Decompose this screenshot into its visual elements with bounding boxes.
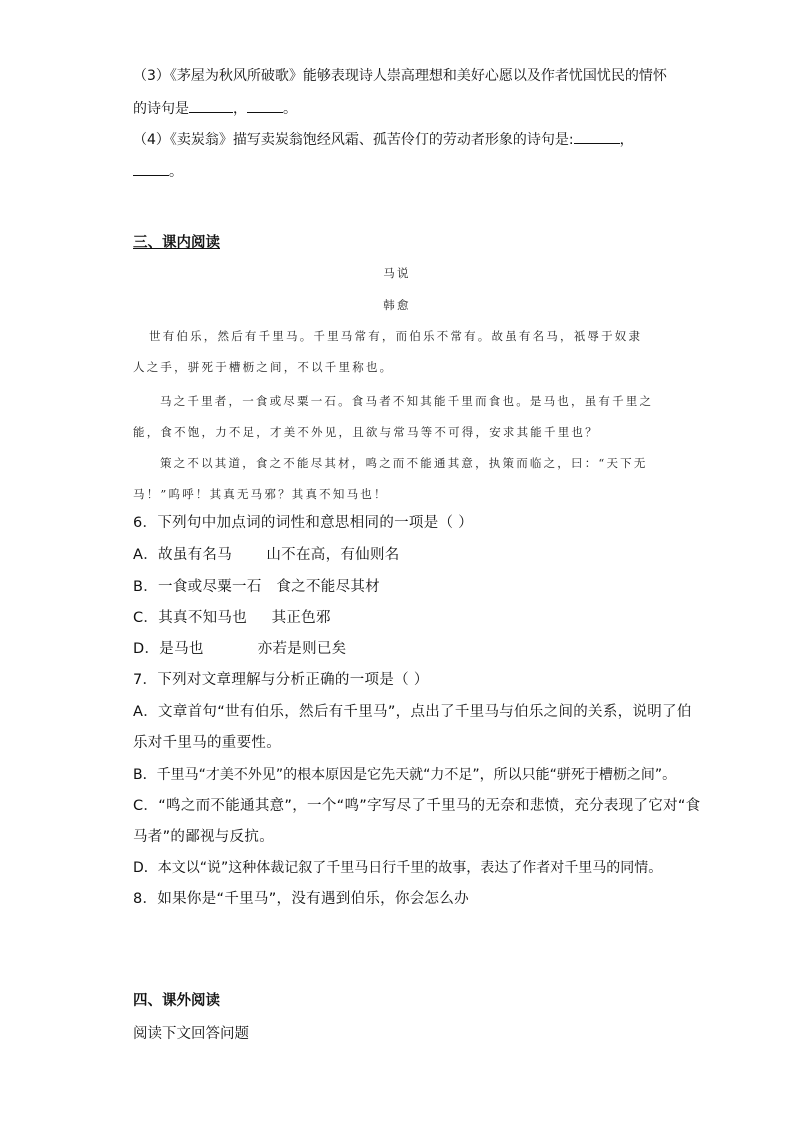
passage-author: 韩愈	[383, 298, 411, 312]
answer-blank[interactable]	[133, 161, 169, 176]
q7-option-a[interactable]: A．文章首句“世有伯乐，然后有千里马”，点出了千里马与伯乐之间的关系，说明了伯	[133, 704, 692, 720]
q8-stem: 8．如果你是“千里马”，没有遇到伯乐，你会怎么办	[133, 891, 469, 907]
answer-blank[interactable]	[574, 129, 620, 144]
passage-line: 马之千里者，一食或尽粟一石。食马者不知其能千里而食也。是马也，虽有千里之	[160, 394, 654, 408]
section-instruction: 阅读下文回答问题	[133, 1026, 249, 1042]
q5-item4-line1	[133, 129, 634, 150]
q6-stem: 6．下列句中加点词的词性和意思相同的一项是（ ）	[133, 515, 474, 531]
q7-option-a-cont: 乐对千里马的重要性。	[133, 735, 281, 751]
q7-option-c-cont: 马者”的鄙视与反抗。	[133, 829, 275, 845]
q6-option-c[interactable]: C．其真不知马也 其正色邪	[133, 610, 331, 626]
q5-item3-text: （3）《茅屋为秋风所破歌》能够表现诗人崇高理想和美好心愿以及作者忧国忧民的情怀	[133, 68, 667, 84]
q7-option-d[interactable]: D．本文以“说”这种体裁记叙了千里马日行千里的故事，表达了作者对千里马的同情。	[133, 860, 663, 876]
q6-option-b[interactable]: B．一食或尽粟一石 食之不能尽其材	[133, 579, 380, 595]
q5-item3-end: 。	[283, 101, 297, 117]
passage-title: 马说	[383, 266, 411, 280]
q5-item4-sep: ，	[619, 132, 634, 148]
section-heading: 四、课外阅读	[133, 993, 220, 1009]
passage-line: 策之不以其道，食之不能尽其材，鸣之而不能通其意，执策而临之，曰：“天下无	[160, 456, 648, 470]
q5-item4-text: （4）《卖炭翁》描写卖炭翁饱经风霜、孤苦伶仃的劳动者形象的诗句是:	[133, 132, 574, 148]
q5-item3-sep: ，	[233, 101, 247, 117]
q5-item3-line1	[133, 66, 667, 86]
q5-item4-line2	[133, 161, 183, 182]
passage-line: 能，食不饱，力不足，才美不外见，且欲与常马等不可得，安求其能千里也？	[133, 425, 599, 439]
q5-item3-line2	[133, 98, 297, 119]
q5-item3-cont: 的诗句是	[133, 101, 189, 117]
q7-option-b[interactable]: B．千里马“才美不外见”的根本原因是它先天就“力不足”，所以只能“骈死于槽枥之间”。	[133, 767, 677, 783]
answer-blank[interactable]	[189, 98, 233, 113]
section-heading: 三、课内阅读	[133, 235, 220, 251]
passage-line: 人之手，骈死于槽枥之间，不以千里称也。	[133, 360, 394, 374]
q6-option-d[interactable]: D．是马也 亦若是则已矣	[133, 641, 347, 657]
answer-blank[interactable]	[247, 98, 283, 113]
q6-option-a[interactable]: A．故虽有名马 山不在高，有仙则名	[133, 547, 400, 563]
q7-stem: 7．下列对文章理解与分析正确的一项是（ ）	[133, 672, 429, 688]
passage-line: 世有伯乐，然后有千里马。千里马常有，而伯乐不常有。故虽有名马，祇辱于奴隶	[149, 329, 643, 343]
q5-item4-end: 。	[169, 164, 183, 180]
q7-option-c[interactable]: C．“鸣之而不能通其意”，一个“鸣”字写尽了千里马的无奈和悲愤，充分表现了它对“食	[133, 798, 701, 814]
passage-line: 马！”呜呼！其真无马邪？其真不知马也！	[133, 487, 388, 501]
